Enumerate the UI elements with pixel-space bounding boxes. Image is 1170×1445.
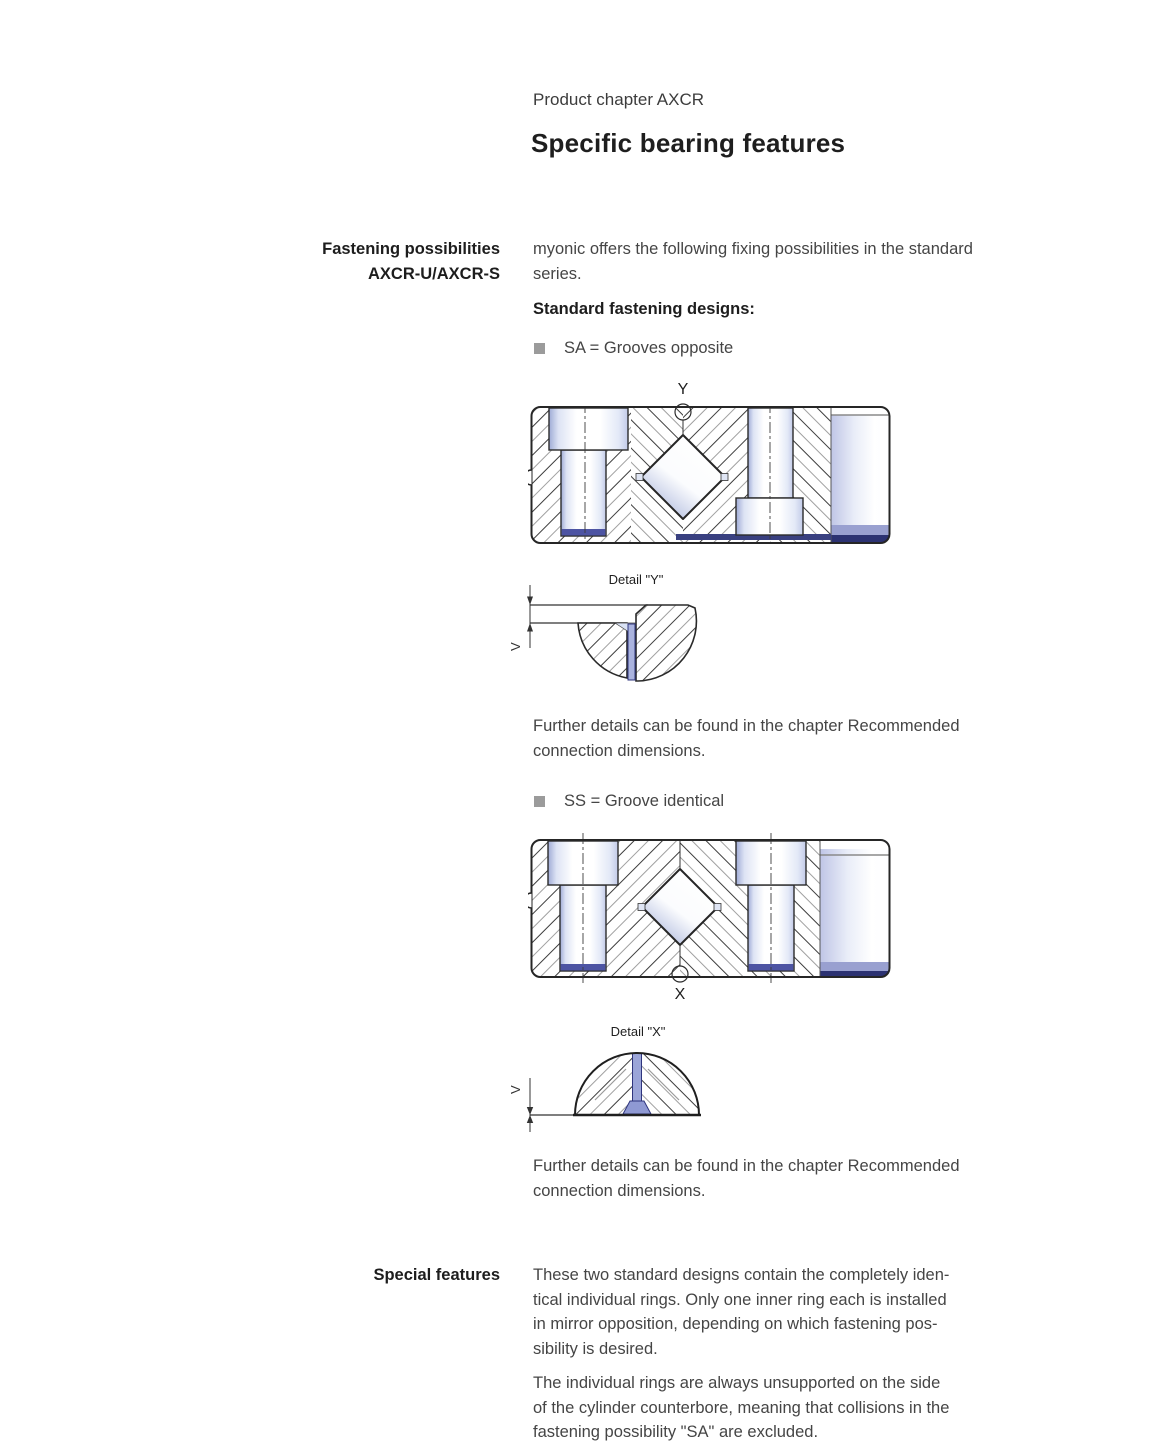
edge-notch	[528, 470, 532, 485]
detail-x-figure	[498, 1022, 770, 1137]
dim-symbol-v: V	[508, 642, 523, 651]
bullet-square-icon	[534, 343, 545, 354]
further-line: Further details can be found in the chapter Recommended	[533, 1157, 960, 1175]
special-side-label: Special features	[373, 1266, 500, 1284]
special-paragraph-1	[533, 1263, 949, 1361]
cylinder-bore-band	[831, 407, 889, 543]
special-line: sibility is desired.	[533, 1339, 658, 1358]
special-line: fastening possibility "SA" are excluded.	[533, 1423, 819, 1441]
special-line: These two standard designs contain the completely iden-	[533, 1266, 950, 1284]
marker-x-label: X	[674, 986, 686, 1003]
side-label-line: AXCR-U/AXCR-S	[368, 264, 500, 283]
detail-y-section	[578, 605, 696, 681]
marker-y-label: Y	[677, 381, 689, 398]
bullet-ss-label: SS = Groove identical	[564, 792, 725, 810]
figure-ss-cross-section	[528, 833, 894, 1003]
bullet-ss	[534, 789, 724, 814]
intro-paragraph	[533, 237, 973, 286]
bullet-square-icon	[534, 796, 545, 807]
side-label-line: Fastening possibilities	[322, 240, 500, 258]
groove-slot	[633, 1053, 642, 1102]
detail-x-section	[573, 1053, 701, 1115]
fastening-side-label	[160, 237, 500, 286]
cylinder-bore-band	[820, 840, 889, 977]
special-line: of the cylinder counterbore, meaning that collisions in the	[533, 1398, 950, 1417]
edge-notch	[528, 893, 532, 908]
sa-body	[531, 402, 890, 546]
detail-y-figure	[498, 570, 770, 698]
dim-symbol-v: V	[508, 1085, 523, 1094]
special-paragraph-2	[533, 1371, 949, 1445]
figure-sa-cross-section	[528, 374, 894, 550]
bullet-sa	[534, 336, 733, 361]
special-line: The individual rings are always unsupported on the side	[533, 1374, 941, 1392]
standard-designs-subheading: Standard fastening designs:	[533, 300, 755, 318]
detail-x-dimension	[508, 1078, 533, 1132]
groove-slot	[628, 624, 635, 680]
further-paragraph	[533, 1154, 960, 1203]
detail-y-title: Detail "Y"	[608, 572, 664, 587]
further-line: Further details can be found in the chapter Recommended	[533, 717, 960, 735]
further-line: connection dimensions.	[533, 1181, 706, 1200]
chapter-kicker: Product chapter AXCR	[533, 90, 705, 109]
intro-line: myonic offers the following fixing possibilities in the standard	[533, 240, 973, 258]
intro-line: series.	[533, 264, 582, 283]
ss-body	[531, 840, 890, 977]
bullet-sa-label: SA = Grooves opposite	[564, 339, 734, 357]
page-title: Specific bearing features	[531, 128, 846, 158]
further-paragraph	[533, 714, 960, 763]
detail-x-title: Detail "X"	[610, 1024, 666, 1039]
special-line: tical individual rings. Only one inner ring each is installed	[533, 1290, 947, 1309]
further-line: connection dimensions.	[533, 741, 706, 760]
detail-y-dimension	[508, 585, 533, 651]
special-line: in mirror opposition, depending on which fastening pos-	[533, 1315, 938, 1333]
